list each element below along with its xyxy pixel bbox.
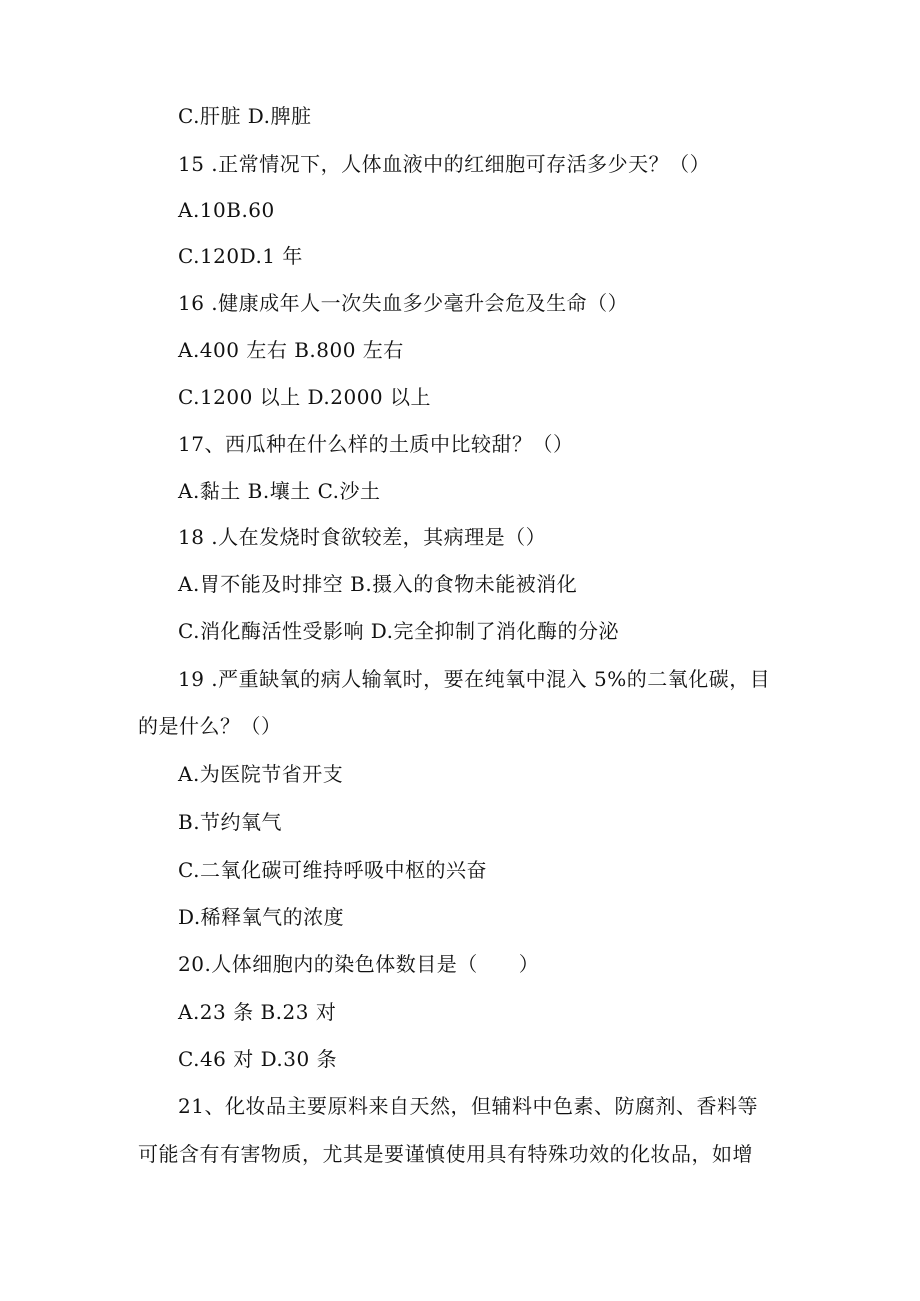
- option-line-20-cd: C.46 对 D.30 条: [178, 1047, 338, 1071]
- question-15: 15 .正常情况下，人体血液中的红细胞可存活多少天？（）: [178, 152, 711, 176]
- question-21-line-1: 21、化妆品主要原料来自天然，但辅料中色素、防腐剂、香料等: [178, 1094, 758, 1118]
- option-line-15-ab: A.10B.60: [178, 198, 275, 222]
- question-21-line-2: 可能含有有害物质，尤其是要谨慎使用具有特殊功效的化妆品，如增: [138, 1142, 753, 1166]
- option-19-b: B.节约氧气: [178, 810, 283, 834]
- option-line-15-cd: C.120D.1 年: [178, 244, 303, 268]
- option-line-16-ab: A.400 左右 B.800 左右: [178, 338, 404, 362]
- option-line-18-cd: C.消化酶活性受影响 D.完全抑制了消化酶的分泌: [178, 619, 619, 643]
- option-line-17: A.黏土 B.壤土 C.沙土: [178, 479, 381, 503]
- option-line-20-ab: A.23 条 B.23 对: [178, 1000, 337, 1024]
- option-line-16-cd: C.1200 以上 D.2000 以上: [178, 385, 431, 409]
- option-line-14-cd: C.肝脏 D.脾脏: [178, 104, 312, 128]
- question-19-line-1: 19 .严重缺氧的病人输氧时，要在纯氧中混入 5%的二氧化碳，目: [178, 667, 771, 691]
- question-20: 20.人体细胞内的染色体数目是（ ）: [178, 952, 540, 976]
- question-17: 17、西瓜种在什么样的土质中比较甜？（）: [178, 432, 574, 456]
- question-19-line-2: 的是什么？（）: [138, 714, 282, 738]
- question-16: 16 .健康成年人一次失血多少毫升会危及生命（）: [178, 291, 629, 315]
- option-line-18-ab: A.胃不能及时排空 B.摄入的食物未能被消化: [178, 572, 578, 596]
- option-19-c: C.二氧化碳可维持呼吸中枢的兴奋: [178, 858, 487, 882]
- option-19-a: A.为医院节省开支: [178, 762, 344, 786]
- question-18: 18 .人在发烧时食欲较差，其病理是（）: [178, 525, 547, 549]
- option-19-d: D.稀释氧气的浓度: [178, 905, 345, 929]
